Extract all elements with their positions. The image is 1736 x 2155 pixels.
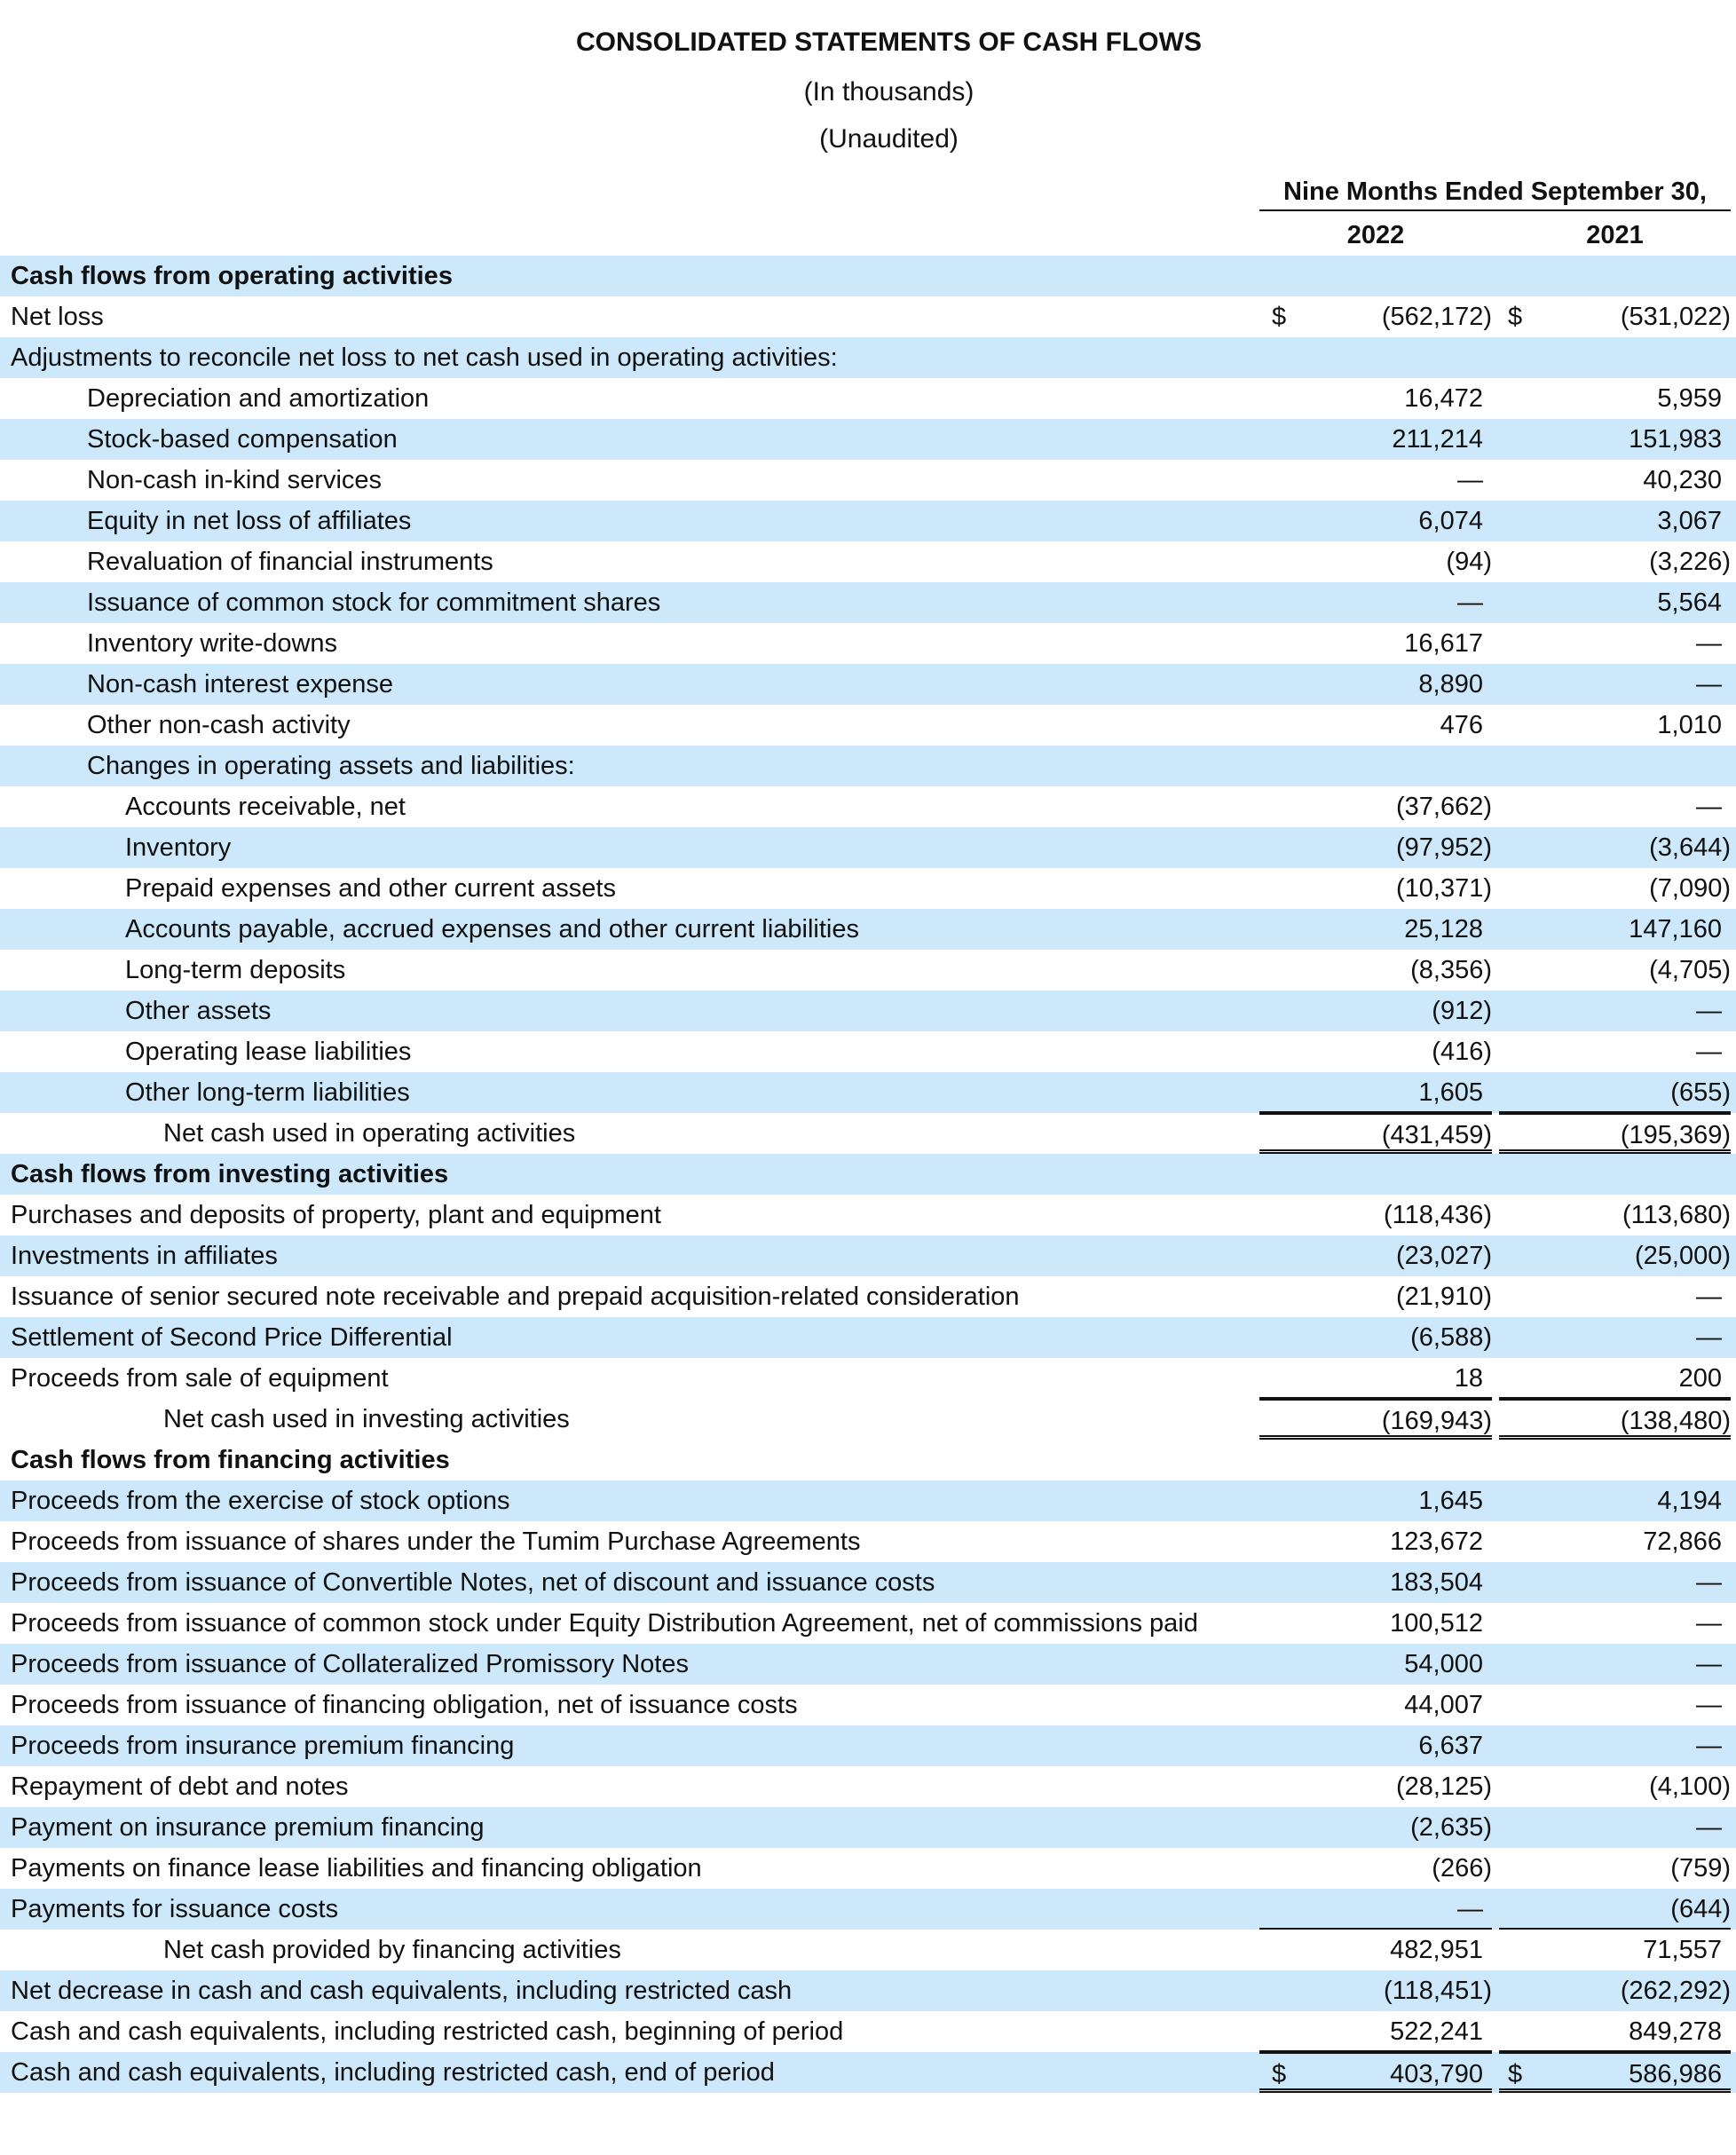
row-label: Stock-based compensation	[87, 425, 398, 454]
cell-value: 4,194	[1657, 1487, 1722, 1515]
cell-value: (8,356)	[1410, 956, 1492, 984]
cell-value: 18	[1454, 1364, 1483, 1393]
table-row	[0, 1399, 1736, 1440]
row-label: Payment on insurance premium financing	[11, 1813, 485, 1842]
cell-value: (416)	[1432, 1038, 1492, 1066]
cell-value: 3,067	[1657, 507, 1722, 535]
cell-value: (4,705)	[1649, 956, 1731, 984]
table-row	[0, 664, 1736, 705]
table-row	[0, 1930, 1736, 1970]
cell-value: (113,680)	[1622, 1201, 1731, 1229]
value-cell-2022	[1259, 1113, 1492, 1154]
table-row	[0, 1072, 1736, 1113]
nil-value-dash: —	[1696, 1813, 1722, 1842]
value-cell-2021	[1499, 501, 1731, 541]
value-cell-2022	[1259, 1031, 1492, 1072]
row-label: Cash flows from investing activities	[11, 1160, 449, 1188]
table-row	[0, 1235, 1736, 1276]
nil-value-dash: —	[1696, 1609, 1722, 1638]
statement-units: (In thousands)	[803, 77, 975, 107]
cell-value: (97,952)	[1395, 833, 1492, 862]
value-cell-2022	[1259, 1521, 1492, 1562]
table-row	[0, 1644, 1736, 1685]
value-cell-2021	[1499, 950, 1731, 991]
value-cell-2022	[1259, 337, 1492, 378]
value-cell-2022	[1259, 582, 1492, 623]
value-cell-2021	[1499, 582, 1731, 623]
value-cell-2021	[1499, 378, 1731, 419]
row-label: Settlement of Second Price Differential	[11, 1323, 453, 1352]
cell-value: 44,007	[1404, 1691, 1483, 1719]
value-cell-2021	[1499, 1970, 1731, 2011]
table-row	[0, 786, 1736, 827]
cell-value: 100,512	[1390, 1609, 1483, 1638]
value-cell-2022	[1259, 1235, 1492, 1276]
cell-value: (562,172)	[1381, 303, 1492, 331]
cell-value: 5,959	[1657, 384, 1722, 413]
cell-value: 200	[1678, 1364, 1722, 1393]
table-row	[0, 950, 1736, 991]
value-cell-2021	[1499, 1521, 1731, 1562]
cell-value: (25,000)	[1634, 1242, 1731, 1270]
row-label: Proceeds from issuance of Collateralized Promissory Notes	[11, 1650, 689, 1678]
table-row	[0, 582, 1736, 623]
row-label: Depreciation and amortization	[87, 384, 430, 413]
table-row	[0, 419, 1736, 460]
value-cell-2021	[1499, 1276, 1731, 1317]
value-cell-2022	[1259, 2011, 1492, 2052]
row-label: Cash and cash equivalents, including restricted cash, beginning of period	[11, 2017, 844, 2046]
value-cell-2021	[1499, 1685, 1731, 1725]
table-row	[0, 2011, 1736, 2052]
row-label: Cash and cash equivalents, including restricted cash, end of period	[11, 2058, 775, 2087]
nil-value-dash: —	[1696, 629, 1722, 658]
cell-value: (7,090)	[1649, 874, 1731, 903]
value-cell-2021	[1499, 1930, 1731, 1970]
value-cell-2021	[1499, 1644, 1731, 1685]
value-cell-2022	[1259, 1154, 1492, 1195]
nil-value-dash: —	[1696, 1691, 1722, 1719]
value-cell-2021	[1499, 786, 1731, 827]
nil-value-dash: —	[1696, 1323, 1722, 1352]
row-label: Net decrease in cash and cash equivalents, including restricted cash	[11, 1977, 793, 2005]
value-cell-2022	[1259, 1644, 1492, 1685]
cell-value: 482,951	[1390, 1936, 1483, 1964]
value-cell-2021	[1499, 1113, 1731, 1154]
row-label: Proceeds from issuance of Convertible Notes, net of discount and issuance costs	[11, 1568, 935, 1597]
cell-value: (912)	[1432, 997, 1492, 1025]
nil-value-dash: —	[1696, 997, 1722, 1025]
cell-value: (28,125)	[1395, 1772, 1492, 1801]
table-row	[0, 991, 1736, 1031]
cell-value: (4,100)	[1649, 1772, 1731, 1801]
row-label: Proceeds from issuance of common stock under Equity Distribution Agreement, net of commissions paid	[11, 1609, 1198, 1638]
nil-value-dash: —	[1696, 1568, 1722, 1597]
cell-value: 476	[1440, 711, 1483, 739]
cell-value: 147,160	[1629, 915, 1722, 943]
table-row	[0, 1970, 1736, 2011]
cell-value: (431,459)	[1381, 1121, 1492, 1149]
value-cell-2021	[1499, 541, 1731, 582]
table-row	[0, 1521, 1736, 1562]
row-label: Revaluation of financial instruments	[87, 548, 493, 576]
table-row	[0, 746, 1736, 786]
cell-value: (655)	[1670, 1078, 1731, 1107]
table-row	[0, 1031, 1736, 1072]
table-row	[0, 1725, 1736, 1766]
cell-value: (3,644)	[1649, 833, 1731, 862]
value-cell-2022	[1259, 868, 1492, 909]
value-cell-2021	[1499, 1031, 1731, 1072]
cell-value: (531,022)	[1620, 303, 1731, 331]
value-cell-2022	[1259, 1440, 1492, 1480]
value-cell-2022	[1259, 460, 1492, 501]
row-label: Non-cash in-kind services	[87, 466, 383, 494]
value-cell-2021	[1499, 1889, 1731, 1930]
table-row	[0, 296, 1736, 337]
value-cell-2022	[1259, 1725, 1492, 1766]
cell-value: (138,480)	[1620, 1407, 1731, 1435]
row-label: Payments on finance lease liabilities and financing obligation	[11, 1854, 702, 1883]
table-row	[0, 705, 1736, 746]
cell-value: 1,010	[1657, 711, 1722, 739]
row-label: Proceeds from issuance of shares under the Tumim Purchase Agreements	[11, 1527, 861, 1556]
cell-value: (37,662)	[1395, 793, 1492, 821]
row-label: Repayment of debt and notes	[11, 1772, 349, 1801]
value-cell-2022	[1259, 1072, 1492, 1113]
row-label: Net cash provided by financing activities	[163, 1936, 621, 1964]
value-cell-2021	[1499, 1848, 1731, 1889]
nil-value-dash: —	[1457, 588, 1483, 617]
table-row	[0, 1276, 1736, 1317]
value-cell-2022	[1259, 1685, 1492, 1725]
row-label: Proceeds from issuance of financing obligation, net of issuance costs	[11, 1691, 798, 1719]
row-label: Proceeds from insurance premium financing	[11, 1732, 515, 1760]
cell-value: (759)	[1670, 1854, 1731, 1883]
table-row	[0, 1807, 1736, 1848]
row-label: Proceeds from sale of equipment	[11, 1364, 389, 1393]
statement-title: CONSOLIDATED STATEMENTS OF CASH FLOWS	[576, 28, 1202, 57]
value-cell-2022	[1259, 1807, 1492, 1848]
value-cell-2022	[1259, 1930, 1492, 1970]
value-cell-2021	[1499, 1766, 1731, 1807]
value-cell-2022	[1259, 950, 1492, 991]
value-cell-2021	[1499, 909, 1731, 950]
cell-value: 8,890	[1418, 670, 1483, 699]
table-row	[0, 1358, 1736, 1399]
value-cell-2021	[1499, 1725, 1731, 1766]
value-cell-2021	[1499, 460, 1731, 501]
value-cell-2022	[1259, 664, 1492, 705]
value-cell-2022	[1259, 1848, 1492, 1889]
value-cell-2021	[1499, 868, 1731, 909]
row-label: Net cash used in investing activities	[163, 1405, 570, 1433]
table-row	[0, 1889, 1736, 1930]
value-cell-2021	[1499, 1317, 1731, 1358]
table-row	[0, 1317, 1736, 1358]
row-label: Non-cash interest expense	[87, 670, 393, 699]
value-cell-2021	[1499, 991, 1731, 1031]
row-label: Prepaid expenses and other current assets	[125, 874, 616, 903]
value-cell-2022	[1259, 1480, 1492, 1521]
value-cell-2021	[1499, 2011, 1731, 2052]
table-row	[0, 1480, 1736, 1521]
value-cell-2021	[1499, 1235, 1731, 1276]
row-label: Cash flows from operating activities	[11, 262, 453, 290]
row-label: Payments for issuance costs	[11, 1895, 339, 1923]
value-cell-2022	[1259, 296, 1492, 337]
table-row	[0, 337, 1736, 378]
row-label: Adjustments to reconcile net loss to net cash used in operating activities:	[11, 343, 838, 372]
cell-value: (262,292)	[1620, 1977, 1731, 2005]
cell-value: 5,564	[1657, 588, 1722, 617]
value-cell-2021	[1499, 1358, 1731, 1399]
value-cell-2021	[1499, 664, 1731, 705]
table-row	[0, 1562, 1736, 1603]
table-row	[0, 1766, 1736, 1807]
value-cell-2021	[1499, 1440, 1731, 1480]
cell-value: (2,635)	[1410, 1813, 1492, 1842]
cell-value: 6,637	[1418, 1732, 1483, 1760]
value-cell-2022	[1259, 827, 1492, 868]
row-label: Net cash used in operating activities	[163, 1119, 576, 1148]
table-row	[0, 1848, 1736, 1889]
table-row	[0, 2052, 1736, 2093]
value-cell-2022	[1259, 909, 1492, 950]
nil-value-dash: —	[1457, 466, 1483, 494]
value-cell-2022	[1259, 1276, 1492, 1317]
table-row	[0, 1113, 1736, 1154]
table-row	[0, 378, 1736, 419]
value-cell-2021	[1499, 296, 1731, 337]
cell-value: 586,986	[1629, 2060, 1722, 2088]
value-cell-2021	[1499, 1072, 1731, 1113]
value-cell-2021	[1499, 2052, 1731, 2093]
cell-value: (266)	[1432, 1854, 1492, 1883]
value-cell-2022	[1259, 623, 1492, 664]
row-label: Changes in operating assets and liabilities:	[87, 752, 575, 780]
value-cell-2021	[1499, 827, 1731, 868]
row-label: Inventory	[125, 833, 232, 862]
currency-symbol: $	[1272, 303, 1287, 331]
statement-table-body	[0, 256, 1736, 2093]
row-label: Inventory write-downs	[87, 629, 338, 658]
nil-value-dash: —	[1696, 1732, 1722, 1760]
cell-value: (3,226)	[1649, 548, 1731, 576]
cell-value: 6,074	[1418, 507, 1483, 535]
value-cell-2021	[1499, 1603, 1731, 1644]
currency-symbol: $	[1508, 303, 1523, 331]
year-column-header-2021: 2021	[1499, 215, 1731, 257]
value-cell-2022	[1259, 1317, 1492, 1358]
table-row	[0, 460, 1736, 501]
nil-value-dash: —	[1696, 670, 1722, 699]
value-cell-2022	[1259, 419, 1492, 460]
cell-value: 16,472	[1404, 384, 1483, 413]
currency-symbol: $	[1508, 2060, 1523, 2088]
section-header-row	[0, 1154, 1736, 1195]
value-cell-2022	[1259, 378, 1492, 419]
table-row	[0, 1195, 1736, 1235]
value-cell-2021	[1499, 623, 1731, 664]
cell-value: 40,230	[1643, 466, 1722, 494]
value-cell-2021	[1499, 1399, 1731, 1440]
table-row	[0, 1685, 1736, 1725]
value-cell-2021	[1499, 419, 1731, 460]
row-label: Long-term deposits	[125, 956, 346, 984]
value-cell-2021	[1499, 1562, 1731, 1603]
table-row	[0, 909, 1736, 950]
row-label: Other non-cash activity	[87, 711, 351, 739]
nil-value-dash: —	[1696, 1283, 1722, 1311]
cell-value: 522,241	[1390, 2017, 1483, 2046]
cell-value: 1,645	[1418, 1487, 1483, 1515]
cell-value: (10,371)	[1395, 874, 1492, 903]
cell-value: 151,983	[1629, 425, 1722, 454]
row-label: Accounts payable, accrued expenses and other current liabilities	[125, 915, 859, 943]
table-row	[0, 541, 1736, 582]
row-label: Issuance of senior secured note receivable and prepaid acquisition-related consideration	[11, 1283, 1020, 1311]
value-cell-2022	[1259, 1399, 1492, 1440]
value-cell-2021	[1499, 1480, 1731, 1521]
row-label: Cash flows from financing activities	[11, 1446, 450, 1474]
nil-value-dash: —	[1696, 1038, 1722, 1066]
row-label: Proceeds from the exercise of stock options	[11, 1487, 510, 1515]
row-label: Investments in affiliates	[11, 1242, 278, 1270]
table-row	[0, 1603, 1736, 1644]
value-cell-2022	[1259, 1603, 1492, 1644]
table-row	[0, 868, 1736, 909]
value-cell-2022	[1259, 1766, 1492, 1807]
value-cell-2022	[1259, 1889, 1492, 1930]
section-header-row	[0, 1440, 1736, 1480]
cell-value: 123,672	[1390, 1527, 1483, 1556]
currency-symbol: $	[1272, 2060, 1287, 2088]
cell-value: 71,557	[1643, 1936, 1722, 1964]
value-cell-2021	[1499, 1807, 1731, 1848]
value-cell-2022	[1259, 991, 1492, 1031]
period-column-group-header: Nine Months Ended September 30,	[1259, 174, 1731, 211]
value-cell-2022	[1259, 2052, 1492, 2093]
year-column-header-2022: 2022	[1259, 215, 1492, 257]
cell-value: (644)	[1670, 1895, 1731, 1923]
value-cell-2021	[1499, 1154, 1731, 1195]
row-label: Issuance of common stock for commitment shares	[87, 588, 661, 617]
cell-value: (195,369)	[1620, 1121, 1731, 1149]
table-row	[0, 827, 1736, 868]
value-cell-2022	[1259, 501, 1492, 541]
cell-value: 16,617	[1404, 629, 1483, 658]
table-row	[0, 623, 1736, 664]
cell-value: (94)	[1446, 548, 1492, 576]
nil-value-dash: —	[1696, 793, 1722, 821]
cell-value: (21,910)	[1395, 1283, 1492, 1311]
cell-value: 211,214	[1392, 425, 1483, 454]
value-cell-2022	[1259, 786, 1492, 827]
row-label: Other assets	[125, 997, 272, 1025]
value-cell-2022	[1259, 1970, 1492, 2011]
value-cell-2022	[1259, 746, 1492, 786]
cell-value: 54,000	[1404, 1650, 1483, 1678]
row-label: Equity in net loss of affiliates	[87, 507, 412, 535]
nil-value-dash: —	[1696, 1650, 1722, 1678]
cell-value: 72,866	[1643, 1527, 1722, 1556]
value-cell-2022	[1259, 256, 1492, 296]
nil-value-dash: —	[1457, 1895, 1483, 1923]
cell-value: 25,128	[1404, 915, 1483, 943]
value-cell-2022	[1259, 705, 1492, 746]
row-label: Purchases and deposits of property, plant and equipment	[11, 1201, 661, 1229]
cell-value: (169,943)	[1381, 1407, 1492, 1435]
value-cell-2021	[1499, 256, 1731, 296]
value-cell-2021	[1499, 337, 1731, 378]
value-cell-2021	[1499, 705, 1731, 746]
cell-value: 1,605	[1418, 1078, 1483, 1107]
cell-value: (118,451)	[1384, 1977, 1492, 2005]
cell-value: (118,436)	[1384, 1201, 1492, 1229]
row-label: Operating lease liabilities	[125, 1038, 412, 1066]
value-cell-2022	[1259, 1358, 1492, 1399]
row-label: Net loss	[11, 303, 104, 331]
cell-value: 403,790	[1390, 2060, 1483, 2088]
cell-value: (23,027)	[1395, 1242, 1492, 1270]
value-cell-2021	[1499, 746, 1731, 786]
cell-value: (6,588)	[1410, 1323, 1492, 1352]
value-cell-2022	[1259, 541, 1492, 582]
value-cell-2022	[1259, 1195, 1492, 1235]
table-row	[0, 501, 1736, 541]
row-label: Other long-term liabilities	[125, 1078, 410, 1107]
section-header-row	[0, 256, 1736, 296]
statement-audit-status: (Unaudited)	[819, 124, 959, 154]
row-label: Accounts receivable, net	[125, 793, 406, 821]
value-cell-2022	[1259, 1562, 1492, 1603]
value-cell-2021	[1499, 1195, 1731, 1235]
cell-value: 183,504	[1390, 1568, 1483, 1597]
cell-value: 849,278	[1629, 2017, 1722, 2046]
